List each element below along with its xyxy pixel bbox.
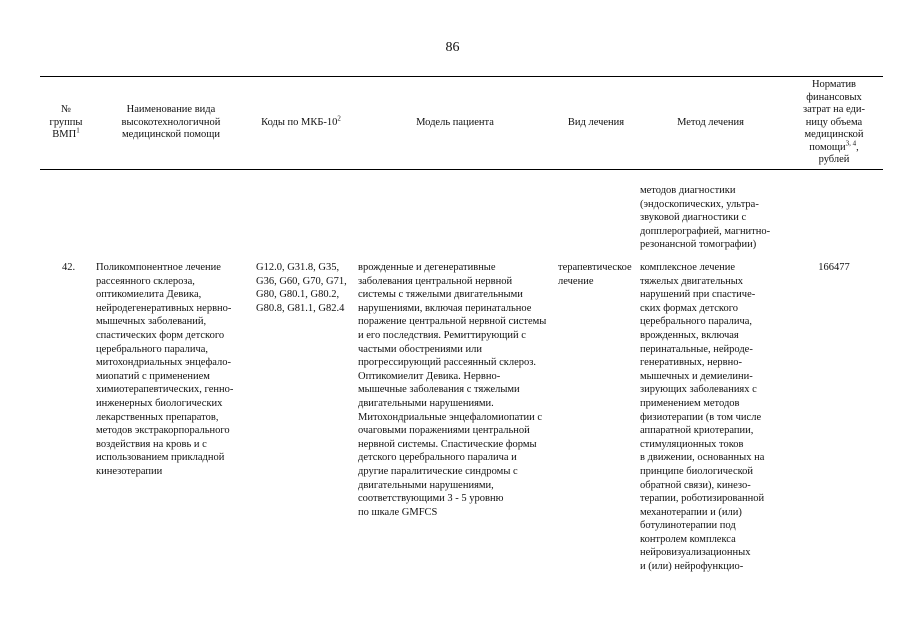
table-header-rule (40, 169, 883, 170)
header-icd-codes: Коды по МКБ-$10^2$ (261, 114, 341, 128)
page-number: 86 (445, 40, 460, 55)
header-care-name: Наименование вида высокотехнологичной медицинской помощи (121, 104, 221, 141)
header-treatment-method: Метод лечения (677, 116, 744, 128)
header-treatment-type: Вид лечения (567, 116, 625, 128)
row-treatment-method: комплексное лечение тяжелых двигательных нарушений при спастиче- ских формах детского церебрального паралича, врожденных, включая перинатальные, нейроде- генеративных, нервно- мышечных и демиелини- зирующих заболеваниях с применением методов физиотерапии (в том числе аппаратной криотерапии, стимуляционных токов в движении, основанных на принципе биологической обратной связи), кинезо- терапии, роботизированной механотерапии и (или) ботулинотерапии под контролем комплекса нейровизуализационных и (или) нейрофункцио- (640, 262, 765, 573)
row-financial-norm: 166477 (818, 262, 850, 273)
continuation-method-text: методов диагностики (эндоскопических, ультра- звуковой диагностики с допплерографией, магнитно- резонансной томографии) (640, 185, 771, 251)
row-patient-model: врожденные и дегенеративные заболевания центральной нервной системы с тяжелыми двигательными нарушениями, включая перинатальное поражение центральной нервной системы и его последствия. Ремиттирующий с частыми обострениями или прогрессирующий рассеянный склероз. Оптикомиелит Девика. Нервно- мышечные заболевания с тяжелыми двигательными нарушениями. Митохондриальные энцефаломиопатии с очаговыми поражениями центральной нервной системы. Спастические формы детского церебрального паралича и другие паралитические синдромы с двигательными нарушениями, соответствующими 3 - 5 уровню по шкале GMFCS (358, 262, 547, 518)
row-treatment-type: терапевтическое лечение (558, 262, 632, 287)
row-group-number: 42. (62, 262, 76, 273)
row-care-name: Поликомпонентное лечение рассеянного склероза, оптикомиелита Девика, нейродегенеративных нервно- мышечных заболеваний, спастических форм детского церебрального паралича, митохондриальных энцефало- миопатий с применением химиотерапевтических, генно- инженерных биологических лекарственных препаратов, методов экстракорпорального воздействия на кровь и с использованием прикладной кинезотерапии (96, 262, 234, 477)
header-patient-model: Модель пациента (416, 116, 494, 128)
header-group-number: № группы ВМП$^1$ (49, 104, 83, 141)
header-financial-norm: Норматив финансовых затрат на еди- ницу объема медицинской помощи$^{3, 4}$, рублей (803, 79, 865, 166)
row-icd-codes: G12.0, G31.8, G35, G36, G60, G70, G71, G80, G80.1, G80.2, G80.8, G81.1, G82.4 (256, 262, 347, 314)
